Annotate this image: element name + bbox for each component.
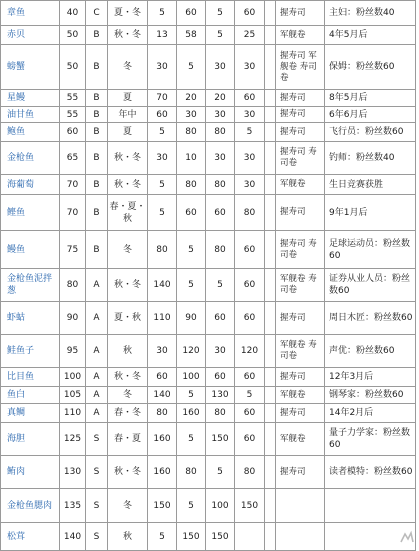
value-cell: 60 xyxy=(148,368,177,387)
value-cell: 110 xyxy=(60,404,86,423)
value-cell: 150 xyxy=(206,523,235,551)
value-cell: 60 xyxy=(235,368,265,387)
season-cell: 秋・冬 xyxy=(108,269,148,302)
value-cell: 5 xyxy=(235,123,265,142)
value-cell: 55 xyxy=(60,107,86,123)
value-cell: 125 xyxy=(60,423,86,456)
empty-cell xyxy=(265,387,276,404)
value-cell: 150 xyxy=(235,489,265,523)
grade-cell: A xyxy=(86,335,108,368)
value-cell: 60 xyxy=(177,1,206,26)
value-cell: 80 xyxy=(177,456,206,489)
value-cell: 60 xyxy=(206,368,235,387)
unlock-condition-cell: 主妇：粉丝数40 xyxy=(325,1,416,26)
table-row xyxy=(1,404,416,423)
sushi-type-cell: 握寿司 军舰卷 寿司卷 xyxy=(276,45,325,90)
season-cell: 年中 xyxy=(108,107,148,123)
table-row xyxy=(1,107,416,123)
season-cell: 冬 xyxy=(108,231,148,269)
season-cell: 夏 xyxy=(108,123,148,142)
empty-cell xyxy=(265,123,276,142)
season-cell: 冬 xyxy=(108,489,148,523)
sushi-type-cell: 军舰卷 xyxy=(276,26,325,45)
value-cell: 10 xyxy=(177,142,206,175)
value-cell: 80 xyxy=(60,269,86,302)
unlock-condition-cell: 量子力学家：粉丝数60 xyxy=(325,423,416,456)
season-cell: 夏・秋 xyxy=(108,302,148,335)
fish-name: 真鲷 xyxy=(1,404,60,423)
sushi-type-cell: 握寿司 xyxy=(276,123,325,142)
table-row xyxy=(1,523,416,551)
value-cell: 60 xyxy=(235,423,265,456)
unlock-condition-cell: 生日竞赛获胜 xyxy=(325,175,416,195)
value-cell: 120 xyxy=(177,335,206,368)
season-cell: 秋・冬 xyxy=(108,368,148,387)
fish-name: 金枪鱼腮肉 xyxy=(1,489,60,523)
grade-cell: B xyxy=(86,90,108,107)
unlock-condition-cell: 4年5月后 xyxy=(325,26,416,45)
value-cell: 5 xyxy=(235,387,265,404)
grade-cell: B xyxy=(86,26,108,45)
grade-cell: A xyxy=(86,404,108,423)
table-row xyxy=(1,368,416,387)
fish-name: 海葡萄 xyxy=(1,175,60,195)
empty-cell xyxy=(265,142,276,175)
value-cell: 30 xyxy=(206,335,235,368)
unlock-condition-cell: 6年6月后 xyxy=(325,107,416,123)
fish-name: 鲣鱼 xyxy=(1,195,60,231)
value-cell: 80 xyxy=(206,175,235,195)
sushi-type-cell: 军舰卷 寿司卷 xyxy=(276,335,325,368)
value-cell: 80 xyxy=(148,404,177,423)
unlock-condition-cell: 足球运动员：粉丝数60 xyxy=(325,231,416,269)
value-cell: 60 xyxy=(60,123,86,142)
value-cell: 110 xyxy=(148,302,177,335)
value-cell: 140 xyxy=(60,523,86,551)
grade-cell: B xyxy=(86,195,108,231)
empty-cell xyxy=(265,175,276,195)
value-cell: 130 xyxy=(206,387,235,404)
fish-name: 赤贝 xyxy=(1,26,60,45)
grade-cell: C xyxy=(86,1,108,26)
grade-cell: B xyxy=(86,107,108,123)
value-cell: 130 xyxy=(60,456,86,489)
value-cell: 5 xyxy=(148,1,177,26)
season-cell: 秋・冬 xyxy=(108,456,148,489)
value-cell: 5 xyxy=(148,195,177,231)
fish-name: 虾蛄 xyxy=(1,302,60,335)
value-cell: 30 xyxy=(148,142,177,175)
season-cell: 秋 xyxy=(108,523,148,551)
season-cell: 夏 xyxy=(108,90,148,107)
empty-cell xyxy=(265,523,276,551)
fish-name: 鳗鱼 xyxy=(1,231,60,269)
unlock-condition-cell: 8年5月后 xyxy=(325,90,416,107)
table-body xyxy=(1,1,416,551)
fish-name: 星鳗 xyxy=(1,90,60,107)
empty-cell xyxy=(265,489,276,523)
table-row xyxy=(1,1,416,26)
value-cell: 60 xyxy=(177,195,206,231)
table-row xyxy=(1,387,416,404)
value-cell: 80 xyxy=(148,231,177,269)
value-cell: 80 xyxy=(206,404,235,423)
grade-cell: A xyxy=(86,387,108,404)
empty-cell xyxy=(265,195,276,231)
value-cell: 150 xyxy=(148,489,177,523)
table-row xyxy=(1,423,416,456)
table-row xyxy=(1,231,416,269)
value-cell: 140 xyxy=(148,387,177,404)
value-cell: 90 xyxy=(60,302,86,335)
fish-name: 鲍鱼 xyxy=(1,123,60,142)
empty-cell xyxy=(265,456,276,489)
empty-cell xyxy=(265,423,276,456)
unlock-condition-cell: 钓师：粉丝数40 xyxy=(325,142,416,175)
season-cell: 春・夏 xyxy=(108,423,148,456)
empty-cell xyxy=(265,45,276,90)
grade-cell: A xyxy=(86,269,108,302)
fish-name: 比目鱼 xyxy=(1,368,60,387)
unlock-condition-cell: 证券从业人员：粉丝数60 xyxy=(325,269,416,302)
sushi-type-cell: 握寿司 寿司卷 xyxy=(276,142,325,175)
grade-cell: B xyxy=(86,123,108,142)
value-cell: 5 xyxy=(206,269,235,302)
season-cell: 冬 xyxy=(108,45,148,90)
value-cell xyxy=(235,523,265,551)
value-cell: 135 xyxy=(60,489,86,523)
empty-cell xyxy=(265,404,276,423)
grade-cell: B xyxy=(86,142,108,175)
value-cell: 90 xyxy=(177,302,206,335)
value-cell: 60 xyxy=(235,404,265,423)
value-cell: 80 xyxy=(177,175,206,195)
value-cell: 30 xyxy=(206,142,235,175)
value-cell: 150 xyxy=(206,423,235,456)
season-cell: 秋・冬 xyxy=(108,142,148,175)
value-cell: 60 xyxy=(206,302,235,335)
value-cell: 120 xyxy=(235,335,265,368)
unlock-condition-cell: 9年1月后 xyxy=(325,195,416,231)
table-row xyxy=(1,90,416,107)
value-cell: 30 xyxy=(235,142,265,175)
value-cell: 60 xyxy=(148,107,177,123)
value-cell: 30 xyxy=(148,335,177,368)
value-cell: 75 xyxy=(60,231,86,269)
value-cell: 160 xyxy=(148,423,177,456)
unlock-condition-cell: 声优：粉丝数60 xyxy=(325,335,416,368)
sushi-type-cell: 握寿司 xyxy=(276,107,325,123)
fish-name: 油甘鱼 xyxy=(1,107,60,123)
value-cell: 100 xyxy=(206,489,235,523)
value-cell: 30 xyxy=(235,107,265,123)
grade-cell: A xyxy=(86,302,108,335)
table-row xyxy=(1,302,416,335)
value-cell: 70 xyxy=(60,195,86,231)
value-cell: 30 xyxy=(206,45,235,90)
value-cell: 5 xyxy=(206,1,235,26)
value-cell: 40 xyxy=(60,1,86,26)
table-row xyxy=(1,269,416,302)
season-cell: 秋・冬 xyxy=(108,175,148,195)
fish-name: 松茸 xyxy=(1,523,60,551)
sushi-type-cell: 握寿司 寿司卷 xyxy=(276,231,325,269)
value-cell: 50 xyxy=(60,45,86,90)
value-cell: 100 xyxy=(177,368,206,387)
value-cell: 140 xyxy=(148,269,177,302)
empty-cell xyxy=(265,231,276,269)
value-cell: 5 xyxy=(148,523,177,551)
value-cell: 30 xyxy=(235,175,265,195)
value-cell: 150 xyxy=(177,523,206,551)
empty-cell xyxy=(265,26,276,45)
sushi-type-cell: 握寿司 xyxy=(276,368,325,387)
value-cell: 60 xyxy=(235,269,265,302)
sushi-type-cell: 握寿司 xyxy=(276,456,325,489)
unlock-condition-cell: 14年2月后 xyxy=(325,404,416,423)
value-cell: 80 xyxy=(235,456,265,489)
sushi-type-cell: 军舰卷 寿司卷 xyxy=(276,269,325,302)
value-cell: 30 xyxy=(177,107,206,123)
value-cell: 65 xyxy=(60,142,86,175)
season-cell: 秋 xyxy=(108,335,148,368)
unlock-condition-cell: 飞行员：粉丝数60 xyxy=(325,123,416,142)
fish-name: 金枪鱼泥拌葱 xyxy=(1,269,60,302)
sushi-type-cell xyxy=(276,523,325,551)
unlock-condition-cell: 12年3月后 xyxy=(325,368,416,387)
table-row xyxy=(1,175,416,195)
unlock-condition-cell: 周日木匠：粉丝数60 xyxy=(325,302,416,335)
table-row xyxy=(1,489,416,523)
unlock-condition-cell xyxy=(325,489,416,523)
fish-name: 鲑鱼子 xyxy=(1,335,60,368)
value-cell: 5 xyxy=(148,123,177,142)
grade-cell: S xyxy=(86,423,108,456)
table-row xyxy=(1,45,416,90)
empty-cell xyxy=(265,107,276,123)
sushi-type-cell: 握寿司 xyxy=(276,404,325,423)
grade-cell: B xyxy=(86,175,108,195)
value-cell: 30 xyxy=(206,107,235,123)
value-cell: 95 xyxy=(60,335,86,368)
grade-cell: A xyxy=(86,368,108,387)
value-cell: 60 xyxy=(235,231,265,269)
fish-name: 鲔肉 xyxy=(1,456,60,489)
value-cell: 5 xyxy=(177,387,206,404)
value-cell: 20 xyxy=(206,90,235,107)
table-row xyxy=(1,26,416,45)
fish-name: 章鱼 xyxy=(1,1,60,26)
value-cell: 5 xyxy=(148,175,177,195)
sushi-type-cell: 握寿司 xyxy=(276,90,325,107)
sushi-type-cell: 握寿司 xyxy=(276,195,325,231)
fish-name: 螃蟹 xyxy=(1,45,60,90)
sushi-type-cell: 军舰卷 xyxy=(276,423,325,456)
value-cell: 70 xyxy=(60,175,86,195)
value-cell: 60 xyxy=(235,302,265,335)
value-cell: 50 xyxy=(60,26,86,45)
table-row xyxy=(1,195,416,231)
value-cell: 5 xyxy=(177,45,206,90)
value-cell: 5 xyxy=(177,489,206,523)
value-cell: 160 xyxy=(148,456,177,489)
sushi-type-cell xyxy=(276,489,325,523)
empty-cell xyxy=(265,335,276,368)
value-cell: 5 xyxy=(177,231,206,269)
unlock-condition-cell: 读者模特：粉丝数60 xyxy=(325,456,416,489)
value-cell: 5 xyxy=(177,423,206,456)
value-cell: 25 xyxy=(235,26,265,45)
value-cell: 5 xyxy=(206,26,235,45)
value-cell: 58 xyxy=(177,26,206,45)
table-row xyxy=(1,456,416,489)
unlock-condition-cell: 保姆：粉丝数60 xyxy=(325,45,416,90)
value-cell: 30 xyxy=(148,45,177,90)
grade-cell: B xyxy=(86,45,108,90)
value-cell: 70 xyxy=(148,90,177,107)
grade-cell: S xyxy=(86,523,108,551)
value-cell: 5 xyxy=(177,269,206,302)
grade-cell: B xyxy=(86,231,108,269)
value-cell: 60 xyxy=(235,1,265,26)
unlock-condition-cell: 钢琴家：粉丝数60 xyxy=(325,387,416,404)
fish-name: 鱼白 xyxy=(1,387,60,404)
empty-cell xyxy=(265,269,276,302)
season-cell: 秋・冬 xyxy=(108,26,148,45)
value-cell: 55 xyxy=(60,90,86,107)
value-cell: 5 xyxy=(206,456,235,489)
season-cell: 冬 xyxy=(108,387,148,404)
season-cell: 春・冬 xyxy=(108,404,148,423)
value-cell: 105 xyxy=(60,387,86,404)
grade-cell: S xyxy=(86,456,108,489)
empty-cell xyxy=(265,302,276,335)
empty-cell xyxy=(265,1,276,26)
sushi-type-cell: 军舰卷 xyxy=(276,175,325,195)
fish-name: 海胆 xyxy=(1,423,60,456)
value-cell: 160 xyxy=(177,404,206,423)
sushi-type-cell: 握寿司 xyxy=(276,302,325,335)
table-row xyxy=(1,123,416,142)
value-cell: 80 xyxy=(206,231,235,269)
value-cell: 60 xyxy=(235,90,265,107)
empty-cell xyxy=(265,90,276,107)
value-cell: 60 xyxy=(206,195,235,231)
value-cell: 20 xyxy=(177,90,206,107)
value-cell: 30 xyxy=(235,45,265,90)
value-cell: 80 xyxy=(235,195,265,231)
empty-cell xyxy=(265,368,276,387)
season-cell: 夏・冬 xyxy=(108,1,148,26)
sushi-type-cell: 握寿司 xyxy=(276,1,325,26)
watermark-logo-icon xyxy=(399,530,415,546)
value-cell: 80 xyxy=(177,123,206,142)
grade-cell: S xyxy=(86,489,108,523)
season-cell: 春・夏・秋 xyxy=(108,195,148,231)
value-cell: 100 xyxy=(60,368,86,387)
value-cell: 13 xyxy=(148,26,177,45)
value-cell: 80 xyxy=(206,123,235,142)
fish-name: 金枪鱼 xyxy=(1,142,60,175)
table-row xyxy=(1,335,416,368)
sushi-type-cell: 军舰卷 xyxy=(276,387,325,404)
table-row xyxy=(1,142,416,175)
